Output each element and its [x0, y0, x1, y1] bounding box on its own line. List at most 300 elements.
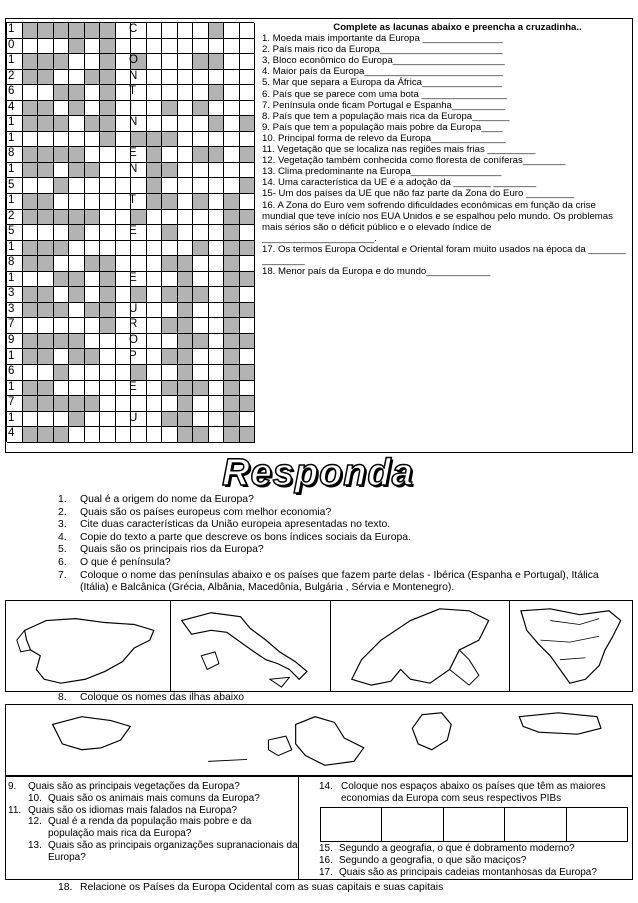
crossword-cell[interactable]	[54, 365, 70, 381]
crossword-cell[interactable]	[178, 365, 194, 381]
crossword-cell[interactable]	[131, 210, 147, 226]
crossword-cell[interactable]	[69, 396, 85, 412]
crossword-cell[interactable]	[147, 381, 163, 397]
crossword-cell[interactable]	[193, 101, 209, 117]
crossword-cell[interactable]	[147, 39, 163, 55]
crossword-cell[interactable]	[38, 334, 54, 350]
crossword-cell[interactable]	[162, 412, 178, 428]
crossword-cell[interactable]	[224, 225, 240, 241]
crossword-cell[interactable]	[240, 194, 256, 210]
crossword-cell[interactable]	[224, 85, 240, 101]
crossword-cell[interactable]	[240, 256, 256, 272]
crossword-cell[interactable]	[100, 287, 116, 303]
crossword-cell[interactable]	[147, 70, 163, 86]
crossword-cell[interactable]	[209, 381, 225, 397]
crossword-cell[interactable]	[85, 365, 101, 381]
crossword-cell[interactable]	[209, 318, 225, 334]
crossword-cell[interactable]	[147, 272, 163, 288]
crossword-cell[interactable]	[69, 85, 85, 101]
crossword-cell[interactable]	[162, 54, 178, 70]
crossword-cell[interactable]	[178, 303, 194, 319]
crossword-cell[interactable]	[162, 256, 178, 272]
crossword-cell[interactable]	[178, 287, 194, 303]
crossword-cell[interactable]	[69, 39, 85, 55]
crossword-cell[interactable]	[147, 210, 163, 226]
crossword-cell[interactable]	[209, 70, 225, 86]
crossword-cell[interactable]	[224, 381, 240, 397]
crossword-cell[interactable]	[178, 427, 194, 443]
crossword-cell[interactable]	[23, 256, 39, 272]
crossword-cell[interactable]	[224, 147, 240, 163]
pib-cell[interactable]	[382, 808, 443, 841]
crossword-cell[interactable]	[100, 427, 116, 443]
crossword-cell[interactable]	[100, 194, 116, 210]
crossword-cell[interactable]	[224, 287, 240, 303]
crossword-cell[interactable]	[54, 303, 70, 319]
crossword-cell[interactable]	[69, 101, 85, 117]
crossword-cell[interactable]	[178, 349, 194, 365]
crossword-cell[interactable]	[85, 303, 101, 319]
crossword-cell[interactable]	[100, 101, 116, 117]
crossword-cell[interactable]	[23, 210, 39, 226]
crossword-cell[interactable]	[162, 241, 178, 257]
crossword-cell[interactable]	[100, 225, 116, 241]
crossword-cell[interactable]	[240, 54, 256, 70]
crossword-cell[interactable]	[162, 23, 178, 39]
crossword-cell[interactable]	[23, 147, 39, 163]
crossword-cell[interactable]	[147, 318, 163, 334]
crossword-cell[interactable]	[240, 318, 256, 334]
crossword-cell[interactable]	[54, 381, 70, 397]
crossword-cell[interactable]	[162, 210, 178, 226]
crossword-cell[interactable]	[54, 39, 70, 55]
crossword-cell[interactable]	[162, 116, 178, 132]
crossword-cell[interactable]	[147, 54, 163, 70]
crossword-cell[interactable]	[69, 272, 85, 288]
crossword-cell[interactable]	[193, 334, 209, 350]
crossword-cell[interactable]	[100, 256, 116, 272]
crossword-cell[interactable]	[209, 194, 225, 210]
crossword-cell[interactable]	[162, 365, 178, 381]
crossword-cell[interactable]	[54, 54, 70, 70]
crossword-cell[interactable]	[69, 381, 85, 397]
crossword-cell[interactable]	[240, 132, 256, 148]
crossword-cell[interactable]	[224, 365, 240, 381]
crossword-cell[interactable]	[100, 365, 116, 381]
crossword-cell[interactable]	[147, 241, 163, 257]
crossword-cell[interactable]	[100, 70, 116, 86]
crossword-cell[interactable]	[178, 396, 194, 412]
crossword-cell[interactable]	[193, 318, 209, 334]
crossword-cell[interactable]	[224, 194, 240, 210]
crossword-cell[interactable]	[240, 427, 256, 443]
crossword-cell[interactable]	[240, 412, 256, 428]
crossword-cell[interactable]	[224, 396, 240, 412]
crossword-cell[interactable]	[240, 70, 256, 86]
crossword-cell[interactable]	[147, 287, 163, 303]
crossword-cell[interactable]	[23, 163, 39, 179]
crossword-cell[interactable]	[240, 178, 256, 194]
crossword-cell[interactable]	[162, 287, 178, 303]
crossword-cell[interactable]	[54, 334, 70, 350]
crossword-cell[interactable]	[162, 427, 178, 443]
crossword-cell[interactable]	[85, 256, 101, 272]
crossword-cell[interactable]	[38, 225, 54, 241]
crossword-cell[interactable]	[23, 39, 39, 55]
crossword-cell[interactable]	[193, 225, 209, 241]
crossword-cell[interactable]	[224, 303, 240, 319]
crossword-cell[interactable]	[178, 70, 194, 86]
crossword-cell[interactable]	[54, 318, 70, 334]
crossword-cell[interactable]	[224, 334, 240, 350]
crossword-cell[interactable]	[162, 101, 178, 117]
crossword-cell[interactable]	[178, 318, 194, 334]
crossword-cell[interactable]	[23, 349, 39, 365]
crossword-cell[interactable]	[162, 85, 178, 101]
crossword-cell[interactable]	[147, 194, 163, 210]
crossword-cell[interactable]	[193, 396, 209, 412]
crossword-cell[interactable]	[193, 85, 209, 101]
crossword-cell[interactable]	[240, 116, 256, 132]
crossword-cell[interactable]	[69, 318, 85, 334]
crossword-cell[interactable]	[224, 132, 240, 148]
crossword-cell[interactable]	[224, 349, 240, 365]
crossword-cell[interactable]	[23, 85, 39, 101]
crossword-cell[interactable]	[193, 163, 209, 179]
crossword-cell[interactable]	[38, 241, 54, 257]
crossword-cell[interactable]	[147, 147, 163, 163]
crossword-cell[interactable]	[23, 303, 39, 319]
crossword-cell[interactable]	[38, 272, 54, 288]
crossword-cell[interactable]	[193, 272, 209, 288]
crossword-cell[interactable]	[224, 116, 240, 132]
crossword-cell[interactable]	[116, 241, 132, 257]
crossword-cell[interactable]	[38, 163, 54, 179]
crossword-cell[interactable]	[162, 334, 178, 350]
crossword-cell[interactable]	[85, 85, 101, 101]
crossword-cell[interactable]	[178, 194, 194, 210]
crossword-cell[interactable]	[54, 194, 70, 210]
crossword-cell[interactable]	[209, 349, 225, 365]
crossword-cell[interactable]	[54, 85, 70, 101]
crossword-cell[interactable]	[100, 210, 116, 226]
crossword-cell[interactable]	[224, 101, 240, 117]
crossword-cell[interactable]	[209, 85, 225, 101]
crossword-cell[interactable]	[178, 381, 194, 397]
crossword-cell[interactable]	[224, 178, 240, 194]
crossword-cell[interactable]	[100, 116, 116, 132]
crossword-cell[interactable]	[23, 54, 39, 70]
crossword-cell[interactable]	[85, 318, 101, 334]
crossword-cell[interactable]	[85, 147, 101, 163]
crossword-cell[interactable]	[209, 54, 225, 70]
crossword-cell[interactable]	[23, 132, 39, 148]
crossword-cell[interactable]	[69, 303, 85, 319]
crossword-cell[interactable]	[69, 256, 85, 272]
crossword-cell[interactable]	[38, 396, 54, 412]
crossword-cell[interactable]	[131, 427, 147, 443]
crossword-cell[interactable]	[224, 272, 240, 288]
crossword-cell[interactable]	[100, 318, 116, 334]
crossword-cell[interactable]	[240, 85, 256, 101]
crossword-cell[interactable]	[224, 412, 240, 428]
crossword-cell[interactable]	[69, 132, 85, 148]
crossword-cell[interactable]	[209, 225, 225, 241]
crossword-cell[interactable]	[162, 225, 178, 241]
crossword-cell[interactable]	[162, 70, 178, 86]
crossword-cell[interactable]	[100, 132, 116, 148]
crossword-cell[interactable]	[100, 147, 116, 163]
crossword-cell[interactable]	[54, 427, 70, 443]
crossword-cell[interactable]	[162, 349, 178, 365]
crossword-cell[interactable]	[147, 349, 163, 365]
crossword-cell[interactable]	[240, 101, 256, 117]
crossword-cell[interactable]	[193, 256, 209, 272]
crossword-cell[interactable]	[69, 241, 85, 257]
crossword-cell[interactable]	[38, 23, 54, 39]
crossword-cell[interactable]	[209, 178, 225, 194]
crossword-cell[interactable]	[193, 349, 209, 365]
crossword-cell[interactable]	[54, 272, 70, 288]
crossword-cell[interactable]	[116, 178, 132, 194]
pib-cell[interactable]	[567, 808, 627, 841]
crossword-cell[interactable]	[38, 85, 54, 101]
crossword-cell[interactable]	[38, 70, 54, 86]
crossword-cell[interactable]	[23, 70, 39, 86]
crossword-cell[interactable]	[193, 23, 209, 39]
crossword-cell[interactable]	[69, 210, 85, 226]
crossword-cell[interactable]	[224, 210, 240, 226]
crossword-cell[interactable]	[131, 396, 147, 412]
crossword-cell[interactable]	[178, 256, 194, 272]
crossword-cell[interactable]	[147, 427, 163, 443]
crossword-cell[interactable]	[69, 225, 85, 241]
crossword-cell[interactable]	[147, 178, 163, 194]
crossword-cell[interactable]	[85, 396, 101, 412]
crossword-cell[interactable]	[162, 39, 178, 55]
crossword-cell[interactable]	[85, 427, 101, 443]
crossword-cell[interactable]	[38, 101, 54, 117]
crossword-cell[interactable]	[209, 39, 225, 55]
crossword-cell[interactable]	[178, 147, 194, 163]
crossword-cell[interactable]	[147, 163, 163, 179]
crossword-cell[interactable]	[69, 116, 85, 132]
crossword-cell[interactable]	[178, 225, 194, 241]
crossword-cell[interactable]	[178, 163, 194, 179]
crossword-cell[interactable]	[100, 39, 116, 55]
crossword-cell[interactable]	[209, 147, 225, 163]
crossword-cell[interactable]	[193, 365, 209, 381]
crossword-cell[interactable]	[23, 241, 39, 257]
pib-cell[interactable]	[444, 808, 505, 841]
crossword-cell[interactable]	[178, 116, 194, 132]
crossword-cell[interactable]	[178, 132, 194, 148]
crossword-cell[interactable]	[147, 256, 163, 272]
crossword-cell[interactable]	[100, 334, 116, 350]
crossword-cell[interactable]	[162, 396, 178, 412]
crossword-cell[interactable]	[178, 241, 194, 257]
crossword-cell[interactable]	[209, 427, 225, 443]
crossword-cell[interactable]	[193, 194, 209, 210]
crossword-cell[interactable]	[147, 85, 163, 101]
crossword-cell[interactable]	[116, 256, 132, 272]
crossword-cell[interactable]	[131, 132, 147, 148]
crossword-cell[interactable]	[147, 412, 163, 428]
crossword-cell[interactable]	[85, 349, 101, 365]
crossword-cell[interactable]	[85, 101, 101, 117]
crossword-cell[interactable]	[69, 365, 85, 381]
crossword-cell[interactable]	[85, 23, 101, 39]
crossword-cell[interactable]	[193, 210, 209, 226]
crossword-cell[interactable]	[54, 412, 70, 428]
crossword-cell[interactable]	[54, 178, 70, 194]
crossword-cell[interactable]	[209, 101, 225, 117]
crossword-cell[interactable]	[131, 39, 147, 55]
crossword-cell[interactable]	[193, 132, 209, 148]
crossword-cell[interactable]	[224, 39, 240, 55]
crossword-cell[interactable]	[85, 194, 101, 210]
crossword-cell[interactable]	[100, 272, 116, 288]
crossword-cell[interactable]	[69, 412, 85, 428]
crossword-cell[interactable]	[38, 54, 54, 70]
crossword-cell[interactable]	[38, 39, 54, 55]
crossword-cell[interactable]	[116, 396, 132, 412]
crossword-cell[interactable]	[38, 427, 54, 443]
crossword-cell[interactable]	[131, 365, 147, 381]
crossword-cell[interactable]	[23, 427, 39, 443]
crossword-cell[interactable]	[131, 178, 147, 194]
crossword-cell[interactable]	[209, 412, 225, 428]
crossword-cell[interactable]	[38, 381, 54, 397]
crossword-cell[interactable]	[147, 225, 163, 241]
crossword-cell[interactable]	[224, 241, 240, 257]
crossword-cell[interactable]	[100, 85, 116, 101]
crossword-cell[interactable]	[100, 163, 116, 179]
crossword-cell[interactable]	[38, 147, 54, 163]
crossword-cell[interactable]	[224, 256, 240, 272]
crossword-cell[interactable]	[193, 241, 209, 257]
crossword-cell[interactable]	[209, 116, 225, 132]
crossword-cell[interactable]	[162, 147, 178, 163]
crossword-cell[interactable]	[209, 163, 225, 179]
crossword-cell[interactable]	[54, 241, 70, 257]
crossword-cell[interactable]	[38, 365, 54, 381]
crossword-cell[interactable]	[116, 427, 132, 443]
crossword-cell[interactable]	[69, 54, 85, 70]
crossword-cell[interactable]	[224, 54, 240, 70]
crossword-cell[interactable]	[85, 210, 101, 226]
crossword-cell[interactable]	[23, 412, 39, 428]
pib-cell[interactable]	[321, 808, 382, 841]
crossword-cell[interactable]	[240, 396, 256, 412]
crossword-cell[interactable]	[240, 241, 256, 257]
crossword-cell[interactable]	[85, 116, 101, 132]
crossword-cell[interactable]	[23, 381, 39, 397]
crossword-cell[interactable]	[100, 396, 116, 412]
crossword-cell[interactable]	[54, 349, 70, 365]
crossword-cell[interactable]	[54, 147, 70, 163]
crossword-cell[interactable]	[85, 287, 101, 303]
crossword-cell[interactable]	[193, 412, 209, 428]
crossword-cell[interactable]	[178, 39, 194, 55]
crossword-cell[interactable]	[240, 334, 256, 350]
crossword-cell[interactable]	[54, 163, 70, 179]
crossword-cell[interactable]	[178, 272, 194, 288]
crossword-cell[interactable]	[162, 272, 178, 288]
crossword-cell[interactable]	[178, 334, 194, 350]
crossword-cell[interactable]	[69, 178, 85, 194]
crossword-cell[interactable]	[178, 210, 194, 226]
crossword-cell[interactable]	[193, 39, 209, 55]
crossword-cell[interactable]	[224, 23, 240, 39]
crossword-cell[interactable]	[116, 210, 132, 226]
crossword-cell[interactable]	[193, 178, 209, 194]
crossword-cell[interactable]	[85, 334, 101, 350]
crossword-cell[interactable]	[38, 178, 54, 194]
crossword-cell[interactable]	[69, 163, 85, 179]
crossword-cell[interactable]	[85, 163, 101, 179]
crossword-cell[interactable]	[54, 101, 70, 117]
crossword-cell[interactable]	[100, 412, 116, 428]
crossword-cell[interactable]	[23, 365, 39, 381]
crossword-cell[interactable]	[209, 365, 225, 381]
crossword-cell[interactable]	[147, 116, 163, 132]
crossword-cell[interactable]	[69, 287, 85, 303]
crossword-cell[interactable]	[23, 101, 39, 117]
crossword-cell[interactable]	[209, 396, 225, 412]
crossword-cell[interactable]	[147, 23, 163, 39]
crossword-cell[interactable]	[69, 334, 85, 350]
crossword-cell[interactable]	[23, 334, 39, 350]
crossword-cell[interactable]	[100, 178, 116, 194]
crossword-cell[interactable]	[54, 70, 70, 86]
crossword-cell[interactable]	[162, 318, 178, 334]
crossword-cell[interactable]	[38, 210, 54, 226]
crossword-cell[interactable]	[85, 70, 101, 86]
crossword-cell[interactable]	[85, 178, 101, 194]
crossword-cell[interactable]	[100, 349, 116, 365]
crossword-cell[interactable]	[23, 396, 39, 412]
crossword-cell[interactable]	[23, 318, 39, 334]
crossword-cell[interactable]	[131, 256, 147, 272]
crossword-cell[interactable]	[54, 210, 70, 226]
crossword-cell[interactable]	[147, 365, 163, 381]
crossword-cell[interactable]	[193, 54, 209, 70]
crossword-cell[interactable]	[100, 23, 116, 39]
crossword-cell[interactable]	[100, 381, 116, 397]
crossword-cell[interactable]	[178, 54, 194, 70]
crossword-cell[interactable]	[193, 147, 209, 163]
crossword-cell[interactable]	[209, 132, 225, 148]
crossword-cell[interactable]	[240, 303, 256, 319]
crossword-cell[interactable]	[162, 132, 178, 148]
crossword-cell[interactable]	[209, 334, 225, 350]
crossword-cell[interactable]	[193, 116, 209, 132]
crossword-cell[interactable]	[162, 381, 178, 397]
pib-cell[interactable]	[505, 808, 566, 841]
crossword-cell[interactable]	[209, 23, 225, 39]
crossword-cell[interactable]	[54, 116, 70, 132]
crossword-cell[interactable]	[240, 147, 256, 163]
crossword-cell[interactable]	[116, 287, 132, 303]
crossword-cell[interactable]	[69, 349, 85, 365]
crossword-cell[interactable]	[240, 349, 256, 365]
crossword-cell[interactable]	[38, 349, 54, 365]
crossword-cell[interactable]	[209, 256, 225, 272]
crossword-cell[interactable]	[100, 241, 116, 257]
crossword-cell[interactable]	[147, 132, 163, 148]
crossword-cell[interactable]	[23, 287, 39, 303]
